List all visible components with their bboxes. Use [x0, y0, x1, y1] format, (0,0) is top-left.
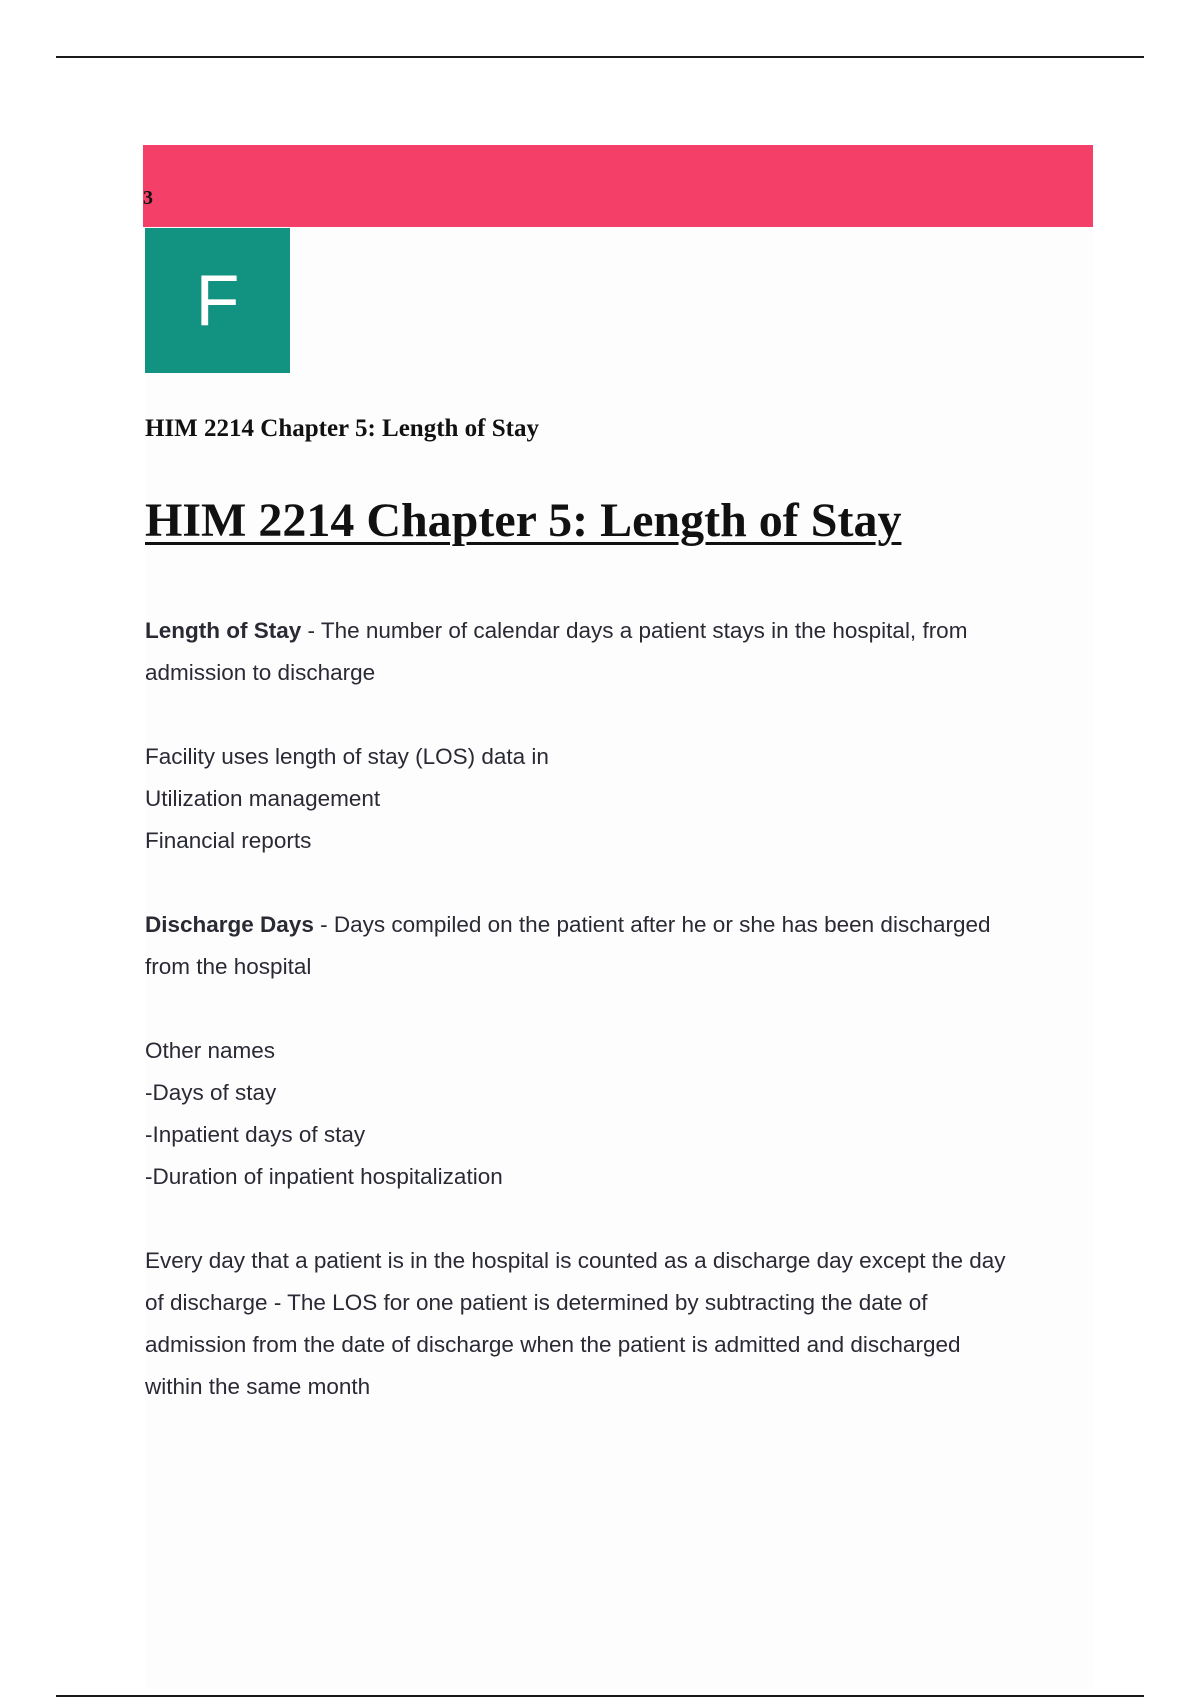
every-day-line4: within the same month: [145, 1374, 371, 1399]
los-definition-line1: - The number of calendar days a patient stays in the hospital, from: [301, 618, 968, 643]
document-title: HIM 2214 Chapter 5: Length of Stay: [145, 494, 902, 547]
every-day-line1: Every day that a patient is in the hospital is counted as a discharge day except the day: [145, 1248, 1006, 1273]
every-day-line2: of discharge - The LOS for one patient is determined by subtracting the date of: [145, 1290, 928, 1315]
document-subtitle: HIM 2214 Chapter 5: Length of Stay: [145, 415, 539, 442]
discharge-days-term: Discharge Days: [145, 912, 314, 937]
los-term: Length of Stay: [145, 618, 302, 643]
los-uses-line1: Facility uses length of stay (LOS) data in: [145, 744, 549, 769]
los-uses-line3: Financial reports: [145, 828, 312, 853]
discharge-days-paragraph: [145, 904, 1093, 988]
los-paragraph: [145, 610, 1093, 694]
document-page: [145, 145, 1093, 1690]
other-names-paragraph: [145, 1030, 1093, 1198]
grade-badge: F: [145, 228, 290, 373]
los-definition-line2: admission to discharge: [145, 660, 376, 685]
los-uses-line2: Utilization management: [145, 786, 381, 811]
bottom-rule: [56, 1695, 1144, 1697]
other-names-item: -Days of stay: [145, 1080, 277, 1105]
other-names-heading: Other names: [145, 1038, 276, 1063]
banner: [143, 145, 1093, 227]
top-rule: [56, 56, 1144, 58]
every-day-paragraph: [145, 1240, 1093, 1408]
document-body: [145, 610, 1093, 1450]
los-uses-paragraph: [145, 736, 1093, 862]
discharge-days-definition-line1: - Days compiled on the patient after he or she has been discharged: [313, 912, 991, 937]
banner-number: 3: [143, 187, 153, 209]
discharge-days-definition-line2: from the hospital: [145, 954, 312, 979]
other-names-item: -Inpatient days of stay: [145, 1122, 366, 1147]
other-names-item: -Duration of inpatient hospitalization: [145, 1164, 503, 1189]
every-day-line3: admission from the date of discharge when the patient is admitted and discharged: [145, 1332, 961, 1357]
